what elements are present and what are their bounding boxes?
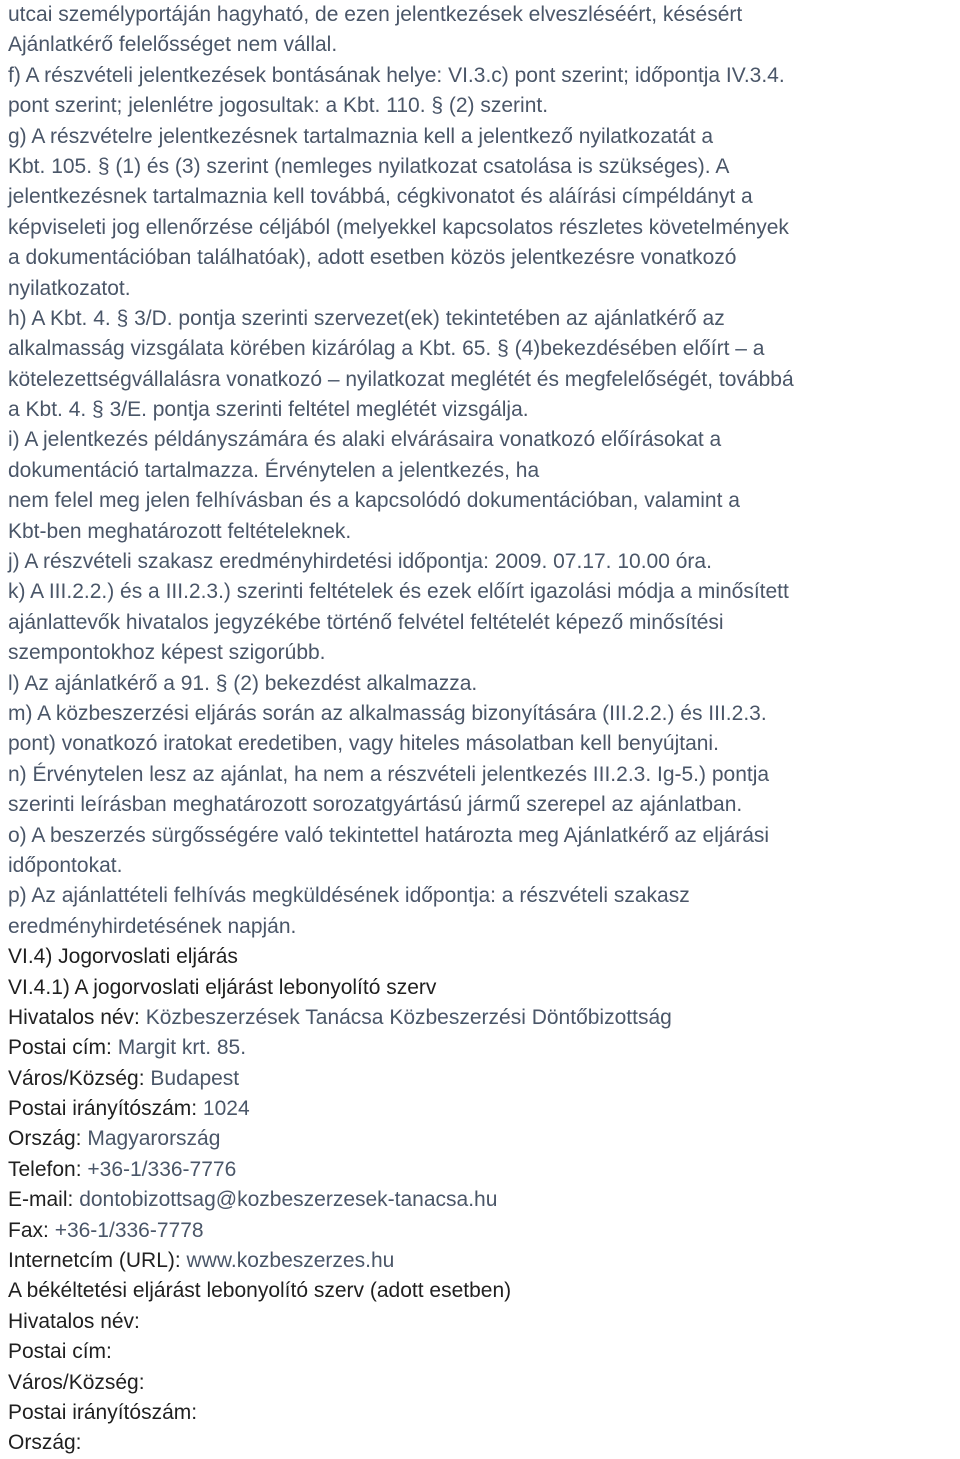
text-label: Internetcím (URL): [8, 1249, 187, 1273]
text-line [8, 729, 952, 759]
text-value: a Kbt. 4. § 3/E. pontja szerinti feltétel meglétét vizsgálja. [8, 398, 529, 422]
text-value: f) A részvételi jelentkezések bontásának helye: VI.3.c) pont szerint; időpontja IV.3.4. [8, 63, 785, 87]
text-value: l) Az ajánlatkérő a 91. § (2) bekezdést alkalmazza. [8, 671, 478, 695]
text-line [8, 942, 952, 972]
text-value: pont) vonatkozó iratokat eredetiben, vagy hiteles másolatban kell benyújtani. [8, 732, 719, 756]
text-label: Postai irányítószám: [8, 1400, 198, 1424]
text-value: utcai személyportáján hagyható, de ezen jelentkezések elveszléséért, késésért [8, 3, 743, 26]
text-label: Fax: [8, 1218, 55, 1242]
text-line [8, 365, 952, 395]
text-line [8, 547, 952, 577]
text-value: pont szerint; jelenlétre jogosultak: a Kbt. 110. § (2) szerint. [8, 94, 549, 118]
text-value: Margit krt. 85. [117, 1036, 247, 1060]
text-line [8, 182, 952, 212]
text-value: dokumentáció tartalmazza. Érvénytelen a jelentkezés, ha [8, 458, 540, 482]
text-line [8, 213, 952, 243]
text-value: Kbt. 105. § (1) és (3) szerint (nemleges nyilatkozat csatolása is szükséges). A [8, 154, 730, 178]
text-value: időpontokat. [8, 853, 123, 877]
text-value: g) A részvételre jelentkezésnek tartalmaznia kell a jelentkező nyilatkozatát a [8, 124, 714, 148]
text-line [8, 0, 952, 30]
text-line [8, 1185, 952, 1215]
text-line [8, 1216, 952, 1246]
text-line [8, 851, 952, 881]
text-label: Város/Község: [8, 1066, 151, 1090]
text-line [8, 517, 952, 547]
text-label: Telefon: [8, 1157, 88, 1181]
text-line [8, 973, 952, 1003]
text-value: nyilatkozatot. [8, 276, 131, 300]
text-value: nem felel meg jelen felhívásban és a kapcsolódó dokumentációban, valamint a [8, 489, 740, 513]
text-value: szempontokhoz képest szigorúbb. [8, 641, 326, 665]
text-line [8, 1398, 952, 1428]
text-line [8, 486, 952, 516]
text-line [8, 669, 952, 699]
text-label: Hivatalos név: [8, 1005, 146, 1029]
text-value: Magyarország [87, 1127, 221, 1151]
text-value: +36-1/336-7776 [87, 1157, 237, 1181]
text-value: k) A III.2.2.) és a III.2.3.) szerinti feltételek és ezek előírt igazolási módja a minősített [8, 580, 789, 604]
text-line [8, 456, 952, 486]
text-line [8, 334, 952, 364]
text-label: Postai irányítószám: [8, 1097, 203, 1121]
text-label: E-mail: [8, 1188, 80, 1212]
text-value: szerinti leírásban meghatározott sorozatgyártású jármű szerepel az ajánlatban. [8, 793, 743, 817]
text-line [8, 122, 952, 152]
text-value: kötelezettségvállalásra vonatkozó – nyilatkozat meglétét és megfelelőségét, továbbá [8, 367, 794, 391]
text-value: Kbt-ben meghatározott feltételeknek. [8, 519, 352, 543]
text-value: www.kozbeszerzes.hu [186, 1249, 395, 1273]
text-value: ajánlattevők hivatalos jegyzékébe történő felvétel feltételét képező minősítési [8, 610, 724, 634]
text-line [8, 1094, 952, 1124]
text-line [8, 1246, 952, 1276]
text-value: p) Az ajánlattételi felhívás megküldésének időpontja: a részvételi szakasz [8, 884, 690, 908]
text-value: Budapest [150, 1066, 240, 1090]
text-line [8, 243, 952, 273]
text-label: Postai cím: [8, 1340, 112, 1364]
text-label: Postai cím: [8, 1036, 118, 1060]
text-label: Város/Község: [8, 1370, 145, 1394]
text-line [8, 1368, 952, 1398]
text-line [8, 30, 952, 60]
text-line [8, 1064, 952, 1094]
text-value: h) A Kbt. 4. § 3/D. pontja szerinti szervezet(ek) tekintetében az ajánlatkérő az [8, 306, 725, 330]
text-value: jelentkezésnek tartalmaznia kell továbbá, cégkivonatot és aláírási címpéldányt a [8, 185, 753, 209]
text-line [8, 304, 952, 334]
text-value: dontobizottsag@kozbeszerzesek-tanacsa.hu [79, 1188, 498, 1212]
text-line [8, 699, 952, 729]
text-line [8, 1124, 952, 1154]
text-line [8, 1337, 952, 1367]
text-label: Ország: [8, 1431, 82, 1455]
text-value: o) A beszerzés sürgősségére való tekintettel határozta meg Ajánlatkérő az eljárási [8, 823, 770, 847]
text-value: n) Érvénytelen lesz az ajánlat, ha nem a részvételi jelentkezés III.2.3. Ig-5.) pontja [8, 762, 770, 786]
text-line [8, 821, 952, 851]
text-line [8, 91, 952, 121]
text-value: eredményhirdetésének napján. [8, 914, 297, 938]
text-value: alkalmasság vizsgálata körében kizárólag a Kbt. 65. § (4)bekezdésében előírt – a [8, 337, 765, 361]
text-line [8, 1155, 952, 1185]
text-value: képviseleti jog ellenőrzése céljából (melyekkel kapcsolatos részletes követelmények [8, 215, 789, 239]
text-line [8, 760, 952, 790]
text-value: a dokumentációban találhatóak), adott esetben közös jelentkezésre vonatkozó [8, 246, 737, 270]
text-label: Hivatalos név: [8, 1309, 140, 1333]
text-label: Ország: [8, 1127, 88, 1151]
text-value: Ajánlatkérő felelősséget nem vállal. [8, 33, 338, 57]
text-line [8, 881, 952, 911]
text-line [8, 395, 952, 425]
text-line [8, 608, 952, 638]
text-line [8, 274, 952, 304]
text-value: Közbeszerzések Tanácsa Közbeszerzési Döntőbizottság [145, 1005, 672, 1029]
text-line [8, 1033, 952, 1063]
text-line [8, 912, 952, 942]
text-value: m) A közbeszerzési eljárás során az alkalmasság bizonyítására (III.2.2.) és III.2.3. [8, 701, 767, 725]
text-line [8, 61, 952, 91]
text-label: A békéltetési eljárást lebonyolító szerv (adott esetben) [8, 1279, 512, 1303]
text-line [8, 638, 952, 668]
text-line [8, 152, 952, 182]
text-label: VI.4) Jogorvoslati eljárás [8, 945, 238, 969]
text-line [8, 1003, 952, 1033]
text-line [8, 577, 952, 607]
text-line [8, 1276, 952, 1306]
text-line [8, 1307, 952, 1337]
text-value: 1024 [202, 1097, 250, 1121]
text-value: j) A részvételi szakasz eredményhirdetési időpontja: 2009. 07.17. 10.00 óra. [8, 550, 712, 574]
text-value: +36-1/336-7778 [54, 1218, 204, 1242]
text-line [8, 1428, 952, 1458]
text-line [8, 425, 952, 455]
text-label: VI.4.1) A jogorvoslati eljárást lebonyolító szerv [8, 975, 437, 999]
text-value: i) A jelentkezés példányszámára és alaki elvárásaira vonatkozó előírásokat a [8, 428, 722, 452]
text-line [8, 790, 952, 820]
